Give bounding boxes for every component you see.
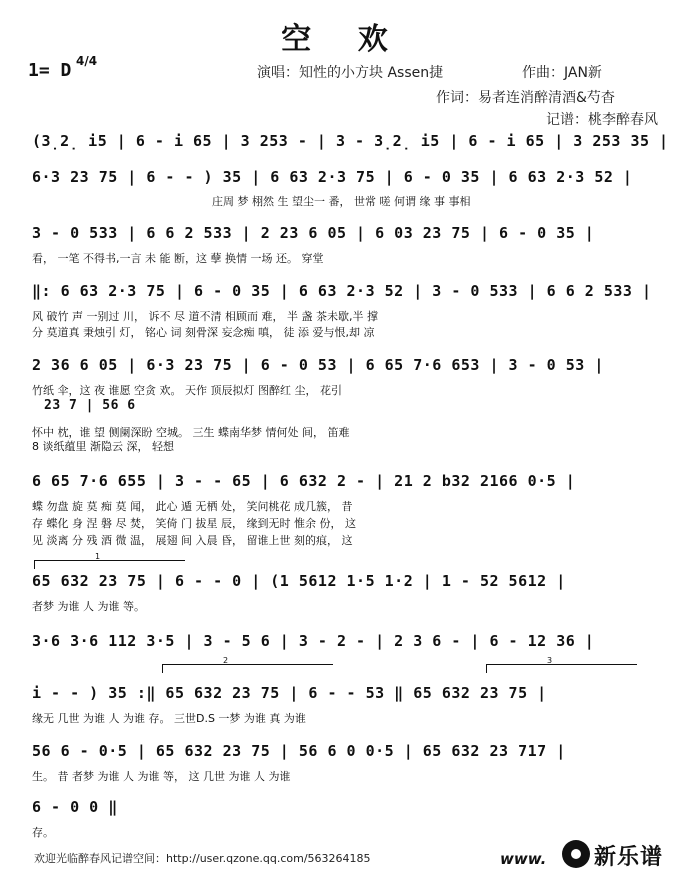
transcriber-credit: 记谱：桃李醉春风 — [546, 112, 658, 128]
site-logo — [562, 838, 682, 870]
logo-www: www. — [500, 850, 547, 868]
score-line-6: 23 7 | 56 6 — [44, 398, 136, 413]
lyric-line-4a: 风 破竹 声 一别过 川， 诉不 尽 道不清 相顾而 难， 半 盏 茶未歇,半 撑 — [32, 310, 378, 323]
song-title: 空 欢 — [281, 22, 406, 57]
score-line-11: 56 6 - 0·5 | 65 632 23 75 | 56 6 0 0·5 | 65 632 23 717 | — [32, 742, 566, 760]
lyric-line-5: 竹纸 伞，这 夜 谁愿 空贪 欢。 天作 顶辰拟灯 图醉红 尘， 花引 — [32, 384, 342, 397]
record-disc-icon — [562, 840, 590, 868]
volta-3: 3 — [486, 664, 637, 673]
score-line-9: 3·6 3·6 112 3·5 | 3 - 5 6 | 3 - 2 - | 2 3 6 - | 6 - 12 36 | — [32, 632, 595, 650]
lyric-line-2: 庄周 梦 栩然 生 望尘一 番， 世常 嗟 何谓 缘 事 事相 — [212, 195, 471, 208]
composer-credit: 作曲：JAN新 — [522, 65, 602, 81]
lyric-line-7a: 蝶 勿盘 旋 莫 痴 莫 闻， 此心 遁 无栖 处， 笑问桃花 成几簇， 昔 — [32, 500, 353, 513]
lyric-line-7b: 存 蝶化 身 涅 磐 尽 焚， 笑倚 门 拔星 辰， 缘到无时 惟余 份， 这 — [32, 517, 356, 530]
lyric-line-4b: 分 莫道真 秉烛引 灯， 铭心 词 刻骨深 妄念痴 嗔， 徒 添 爱与恨,却 凉 — [32, 326, 375, 339]
score-line-10: i - - ) 35 :‖ 65 632 23 75 | 6 - - 53 ‖ 65 632 23 75 | — [32, 684, 547, 702]
time-signature-value: 4/4 — [76, 54, 98, 68]
lyric-line-12: 存。 — [32, 826, 54, 839]
lyric-line-3: 看， 一笔 不得书,一言 未 能 断，这 孽 换情 一场 还。 穿堂 — [32, 252, 324, 265]
lyric-line-7c: 见 淡离 分 残 酒 微 温， 展翅 间 入晨 昏， 留谁上世 刻的痕， 这 — [32, 534, 353, 547]
score-line-1: (3̣2̣ i5 | 6 - i 65 | 3 253 - | 3 - 3̣2̣ i5 | 6 - i 65 | 3 253 35 | — [32, 132, 669, 150]
lyric-line-11: 生。 昔 者梦 为谁 人 为谁 等， 这 几世 为谁 人 为谁 — [32, 770, 291, 783]
score-line-12: 6 - 0 0 ‖ — [32, 798, 118, 816]
lyric-line-10: 缘无 几世 为谁 人 为谁 存。 三世D.S 一梦 为谁 真 为谁 — [32, 712, 306, 725]
footer-text: 欢迎光临醉春风记谱空间：http://user.qzone.qq.com/563264185 — [34, 852, 371, 865]
score-line-5: 2 36 6 05 | 6·3 23 75 | 6 - 0 53 | 6 65 7·6 653 | 3 - 0 53 | — [32, 356, 604, 374]
score-line-2: 6·3 23 75 | 6 - - ) 35 | 6 63 2·3 75 | 6 - 0 35 | 6 63 2·3 52 | — [32, 168, 633, 186]
key-signature: 1= D — [28, 60, 72, 81]
volta-2: 2 — [162, 664, 333, 673]
volta-1: 1 — [34, 560, 185, 569]
logo-text: 新乐谱 — [594, 845, 664, 870]
lyric-line-8: 者梦 为谁 人 为谁 等。 — [32, 600, 145, 613]
score-line-8: 65 632 23 75 | 6 - - 0 | (1 5612 1·5 1·2 | 1 - 52 5612 | — [32, 572, 566, 590]
singer-credit: 演唱：知性的小方块 Assen捷 — [257, 65, 444, 81]
score-line-7: 6 65 7·6 655 | 3 - - 65 | 6 632 2 - | 21 2 b32 2166 0·5 | — [32, 472, 576, 490]
lyric-line-6a: 怀中 枕，谁 望 侧阑深盼 空城。 三生 蝶南华梦 情何处 间， 笛难 — [32, 426, 350, 439]
lyricist-credit: 作词：易者连消醉清酒&芍杳 — [436, 90, 615, 106]
time-signature — [76, 56, 97, 67]
score-line-4: ‖: 6 63 2·3 75 | 6 - 0 35 | 6 63 2·3 52 | 3 - 0 533 | 6 6 2 533 | — [32, 282, 652, 300]
lyric-line-6b: 8 谈纸蕴里 渐隐云 深， 轻想 — [32, 440, 174, 453]
score-line-3: 3 - 0 533 | 6 6 2 533 | 2 23 6 05 | 6 03 23 75 | 6 - 0 35 | — [32, 224, 595, 242]
